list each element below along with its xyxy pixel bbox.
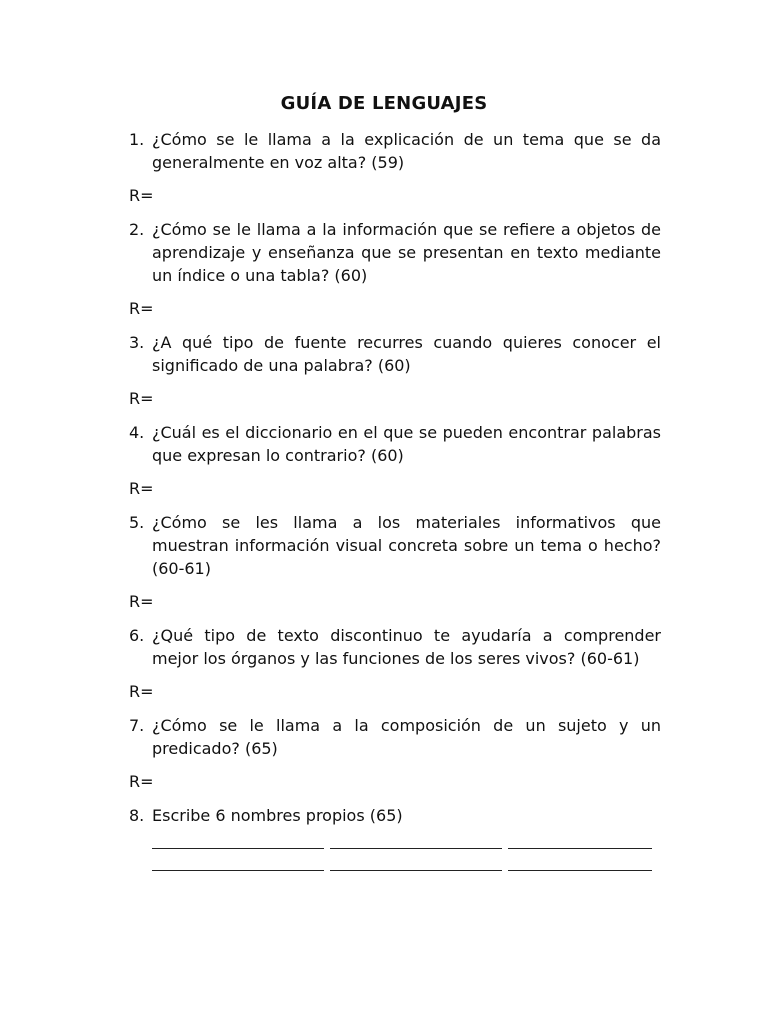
answer-label: R= — [129, 299, 154, 318]
question-list — [129, 128, 661, 871]
blank-row — [152, 827, 661, 849]
question-number: 7. — [129, 716, 145, 735]
question-text: ¿A qué tipo de fuente recurres cuando quieres conocer el significado de una palabra? (60) — [152, 333, 661, 375]
question-number: 3. — [129, 333, 145, 352]
question-1 — [129, 128, 661, 174]
page-title: GUÍA DE LENGUAJES — [280, 93, 488, 114]
answer-label: R= — [129, 682, 154, 701]
question-number: 2. — [129, 220, 145, 239]
question-text: ¿Cómo se les llama a los materiales informativos que muestran información visual concreta sobre un tema o hecho? (60-61) — [152, 513, 661, 578]
blank-line[interactable] — [330, 856, 502, 871]
question-number: 6. — [129, 626, 145, 645]
question-number: 5. — [129, 513, 145, 532]
question-number: 4. — [129, 423, 145, 442]
question-text: ¿Cómo se le llama a la explicación de un tema que se da generalmente en voz alta? (59) — [152, 130, 661, 172]
question-number: 1. — [129, 130, 145, 149]
question-text: ¿Cuál es el diccionario en el que se pueden encontrar palabras que expresan lo contrario? (60) — [152, 423, 661, 465]
blank-row — [152, 849, 661, 871]
question-8 — [129, 804, 661, 827]
question-text: ¿Cómo se le llama a la información que se refiere a objetos de aprendizaje y enseñanza que se presentan en texto mediante un índice o una tabla? (60) — [152, 220, 661, 285]
blank-line[interactable] — [152, 856, 324, 871]
answer-label: R= — [129, 772, 154, 791]
answer-blanks — [152, 827, 661, 871]
blank-line[interactable] — [152, 834, 324, 849]
answer-label: R= — [129, 592, 154, 611]
question-text: ¿Qué tipo de texto discontinuo te ayudaría a comprender mejor los órganos y las funciones de los seres vivos? (60-61) — [152, 626, 661, 668]
question-4 — [129, 421, 661, 467]
answer-label: R= — [129, 479, 154, 498]
blank-line[interactable] — [508, 834, 652, 849]
blank-line[interactable] — [330, 834, 502, 849]
blank-line[interactable] — [508, 856, 652, 871]
question-5 — [129, 511, 661, 580]
question-text: Escribe 6 nombres propios (65) — [152, 806, 403, 825]
answer-label: R= — [129, 186, 154, 205]
question-text: ¿Cómo se le llama a la composición de un sujeto y un predicado? (65) — [152, 716, 661, 758]
question-3 — [129, 331, 661, 377]
question-7 — [129, 714, 661, 760]
question-number: 8. — [129, 806, 145, 825]
question-2 — [129, 218, 661, 287]
question-6 — [129, 624, 661, 670]
answer-label: R= — [129, 389, 154, 408]
